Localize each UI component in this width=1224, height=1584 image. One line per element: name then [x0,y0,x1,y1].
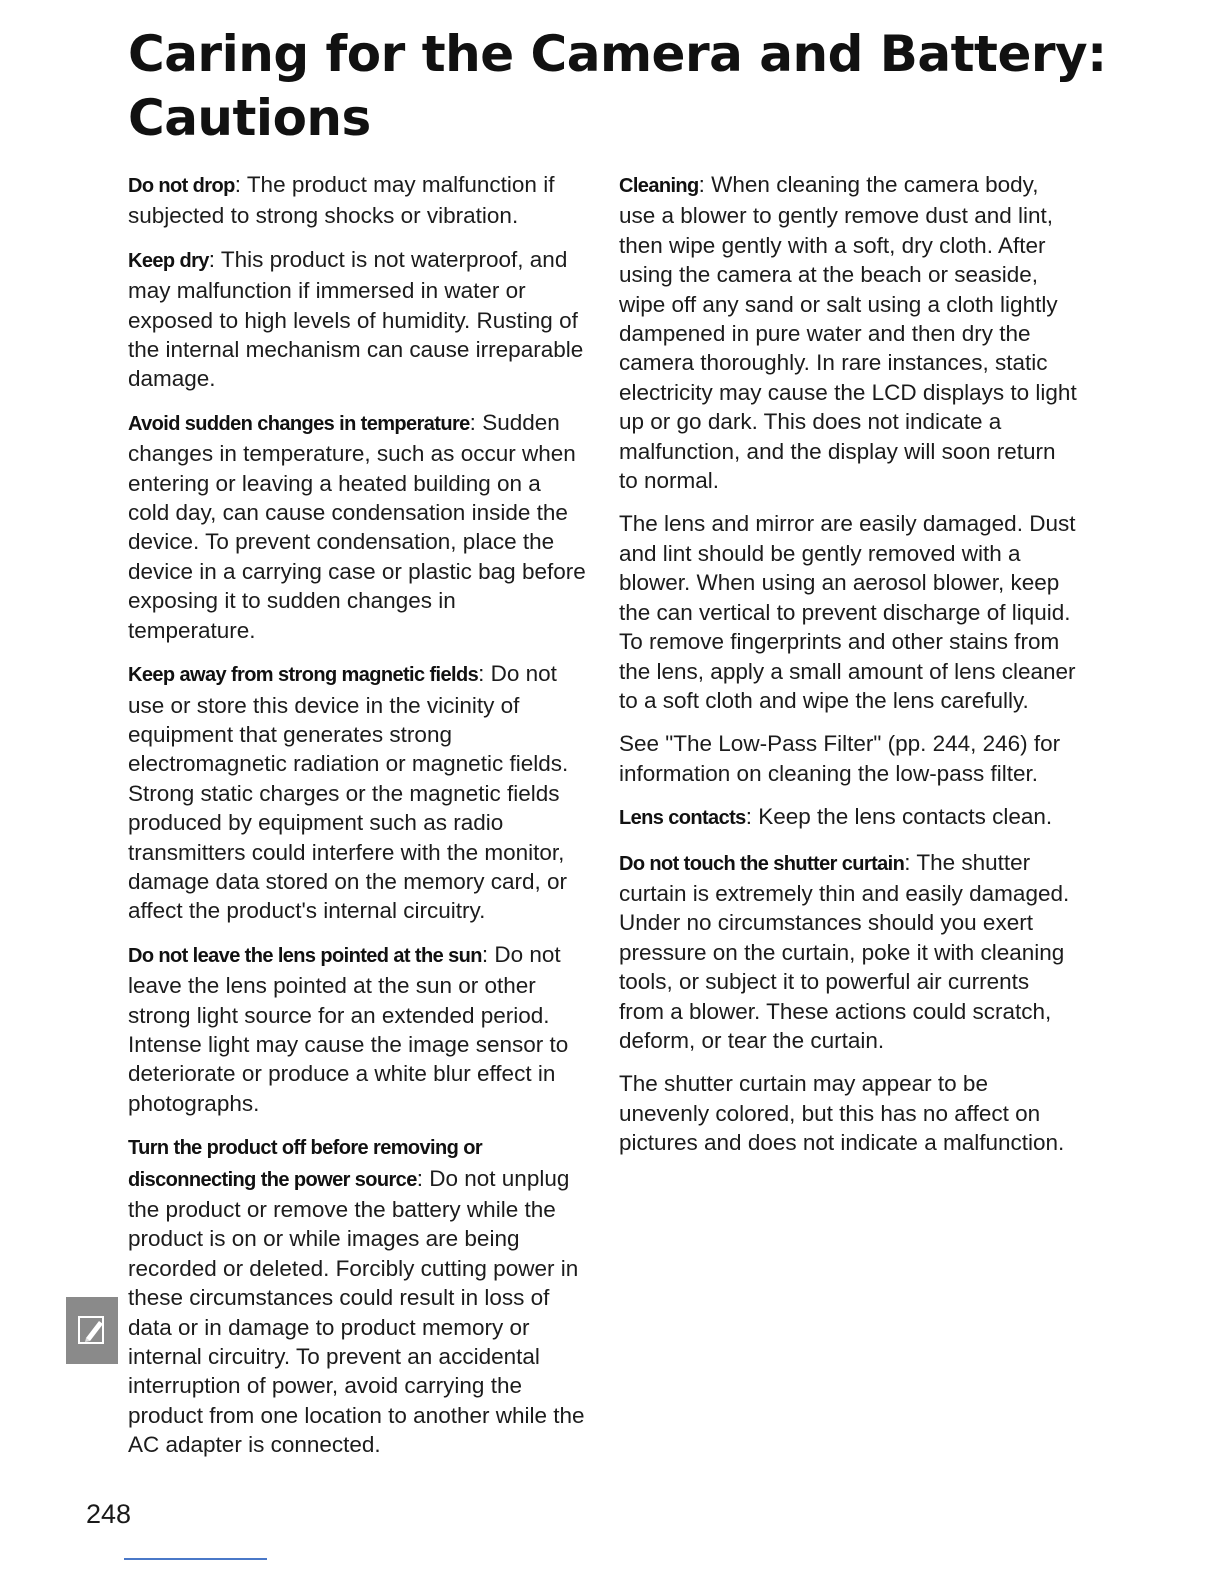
caution-label: Do not drop [128,175,235,197]
technical-notes-pencil-icon [78,1315,106,1345]
caution-paragraph: Turn the product off before removing or disconnecting the power source: Do not unplug the product or remove the battery while the product is on or while images are being recorded or deleted. Forcibly cutting power in these circumstances could result in loss of data or in damage to product memory or internal circuitry. To prevent an accidental interruption of power, avoid carrying the product from one location to another while the AC adapter is connected. [128,1137,585,1458]
footer-rule [124,1558,267,1560]
caution-paragraph: Keep dry: This product is not waterproof, and may malfunction if immersed in water or exposed to high levels of humidity. Rusting of the internal mechanism can cause irreparable damage. [128,246,584,392]
caution-label: Keep away from strong magnetic fields [128,664,479,687]
caution-paragraph: Cleaning: When cleaning the camera body, use a blower to gently remove dust and lint, then wipe gently with a soft, dry cloth. After using the camera at the beach or seaside, wipe off any sand or salt using a cloth lightly dampened in pure water and then dry the camera thoroughly. In rare instances, static electricity may cause the LCD displays to light up or go dark. This does not indicate a malfunction, and the display will soon return to normal. [619,172,1077,494]
caution-paragraph: Do not leave the lens pointed at the sun: Do not leave the lens pointed at the sun or other strong light source for an extended period. Intense light may cause the image sensor to deteriorate or produce a white blur effect in photographs. [128,941,569,1116]
caution-label: Avoid sudden changes in temperature [128,412,470,435]
caution-text: Do not unplug the product or remove the battery while the product is on or while images are being recorded or deleted. Forcibly cutting power in these circumstances could result in loss of data or in damage to product memory or internal circuitry. To prevent an accidental interruption of power, avoid carrying the product from one location to another while the AC adapter is connected. [128,1165,585,1458]
caution-text: The product may malfunction if subjected to strong shocks or vibration. [128,172,555,229]
caution-text: The lens and mirror are easily damaged. Dust and lint should be gently removed with a blower. When using an aerosol blower, keep the can vertical to prevent discharge of liquid. To remove fingerprints and other stains from the lens, apply a small amount of lens cleaner to a soft cloth and wipe the lens carefully. [619,511,1076,713]
caution-label: Do not touch the shutter curtain [619,852,905,875]
caution-text: Keep the lens contacts clean. [758,804,1053,830]
caution-text: Do not use or store this device in the vicinity of equipment that generates strong electromagnetic radiation or magnetic fields. Strong static charges or the magnetic fields produced by equipment such as radio transmitters could interfere with the monitor, damage data stored on the memory card, or affect the product's internal circuitry. [128,661,569,924]
caution-text: See "The Low-Pass Filter" (pp. 244, 246) for information on cleaning the low-pass filter. [619,731,1061,786]
left-column [128,170,588,1474]
caution-label: Keep dry [128,249,209,272]
page-title: Caring for the Camera and Battery: Cautions [128,25,1107,147]
right-column [619,170,1079,1172]
caution-text: Sudden changes in temperature, such as occur when entering or leaving a heated building on a cold day, can cause condensation inside the device. To prevent condensation, place the device in a carrying case or plastic bag before exposing it to sudden changes in temperature. [128,409,586,643]
caution-paragraph: Keep away from strong magnetic fields: Do not use or store this device in the vicinity of equipment that generates strong electromagnetic radiation or magnetic fields. Strong static charges or the magnetic fields produced by equipment such as radio transmitters could interfere with the monitor, damage data stored on the memory card, or affect the product's internal circuitry. [128,661,569,924]
caution-paragraph: Lens contacts: Keep the lens contacts clean. [619,804,1053,830]
caution-text: The shutter curtain is extremely thin and easily damaged. Under no circumstances should you exert pressure on the curtain, poke it with cleaning tools, or subject it to powerful air currents from a blower. These actions could scratch, deform, or tear the curtain. [619,849,1070,1053]
caution-text: When cleaning the camera body, use a blower to gently remove dust and lint, then wipe gently with a soft, dry cloth. After using the camera at the beach or seaside, wipe off any sand or salt using a cloth lightly dampened in pure water and then dry the camera thoroughly. In rare instances, static electricity may cause the LCD displays to light up or go dark. This does not indicate a malfunction, and the display will soon return to normal. [619,172,1077,494]
caution-label: Turn the product off before removing or disconnecting the power source [128,1137,483,1191]
caution-paragraph [619,509,1079,715]
section-tab [66,1297,118,1364]
caution-paragraph: Avoid sudden changes in temperature: Sudden changes in temperature, such as occur when entering or leaving a heated building on a cold day, can cause condensation inside the device. To prevent condensation, place the device in a carrying case or plastic bag before exposing it to sudden changes in temperature. [128,409,586,643]
caution-text: Do not leave the lens pointed at the sun or other strong light source for an extended period. Intense light may cause the image sensor to deteriorate or produce a white blur effect in photographs. [128,941,569,1116]
caution-text: This product is not waterproof, and may malfunction if immersed in water or exposed to high levels of humidity. Rusting of the internal mechanism can cause irreparable damage. [128,246,584,392]
caution-label: Cleaning [619,175,699,197]
caution-text: The shutter curtain may appear to be unevenly colored, but this has no affect on pictures and does not indicate a malfunction. [619,1071,1065,1156]
caution-paragraph [619,1069,1079,1157]
caution-paragraph: Do not drop: The product may malfunction if subjected to strong shocks or vibration. [128,172,555,229]
caution-paragraph: Do not touch the shutter curtain: The shutter curtain is extremely thin and easily damaged. Under no circumstances should you exert pressure on the curtain, poke it with cleaning tools, or subject it to powerful air currents from a blower. These actions could scratch, deform, or tear the curtain. [619,849,1070,1053]
caution-paragraph [619,729,1079,788]
page-number: 248 [86,1499,132,1529]
caution-label: Lens contacts [619,807,746,830]
caution-label: Do not leave the lens pointed at the sun [128,944,482,967]
